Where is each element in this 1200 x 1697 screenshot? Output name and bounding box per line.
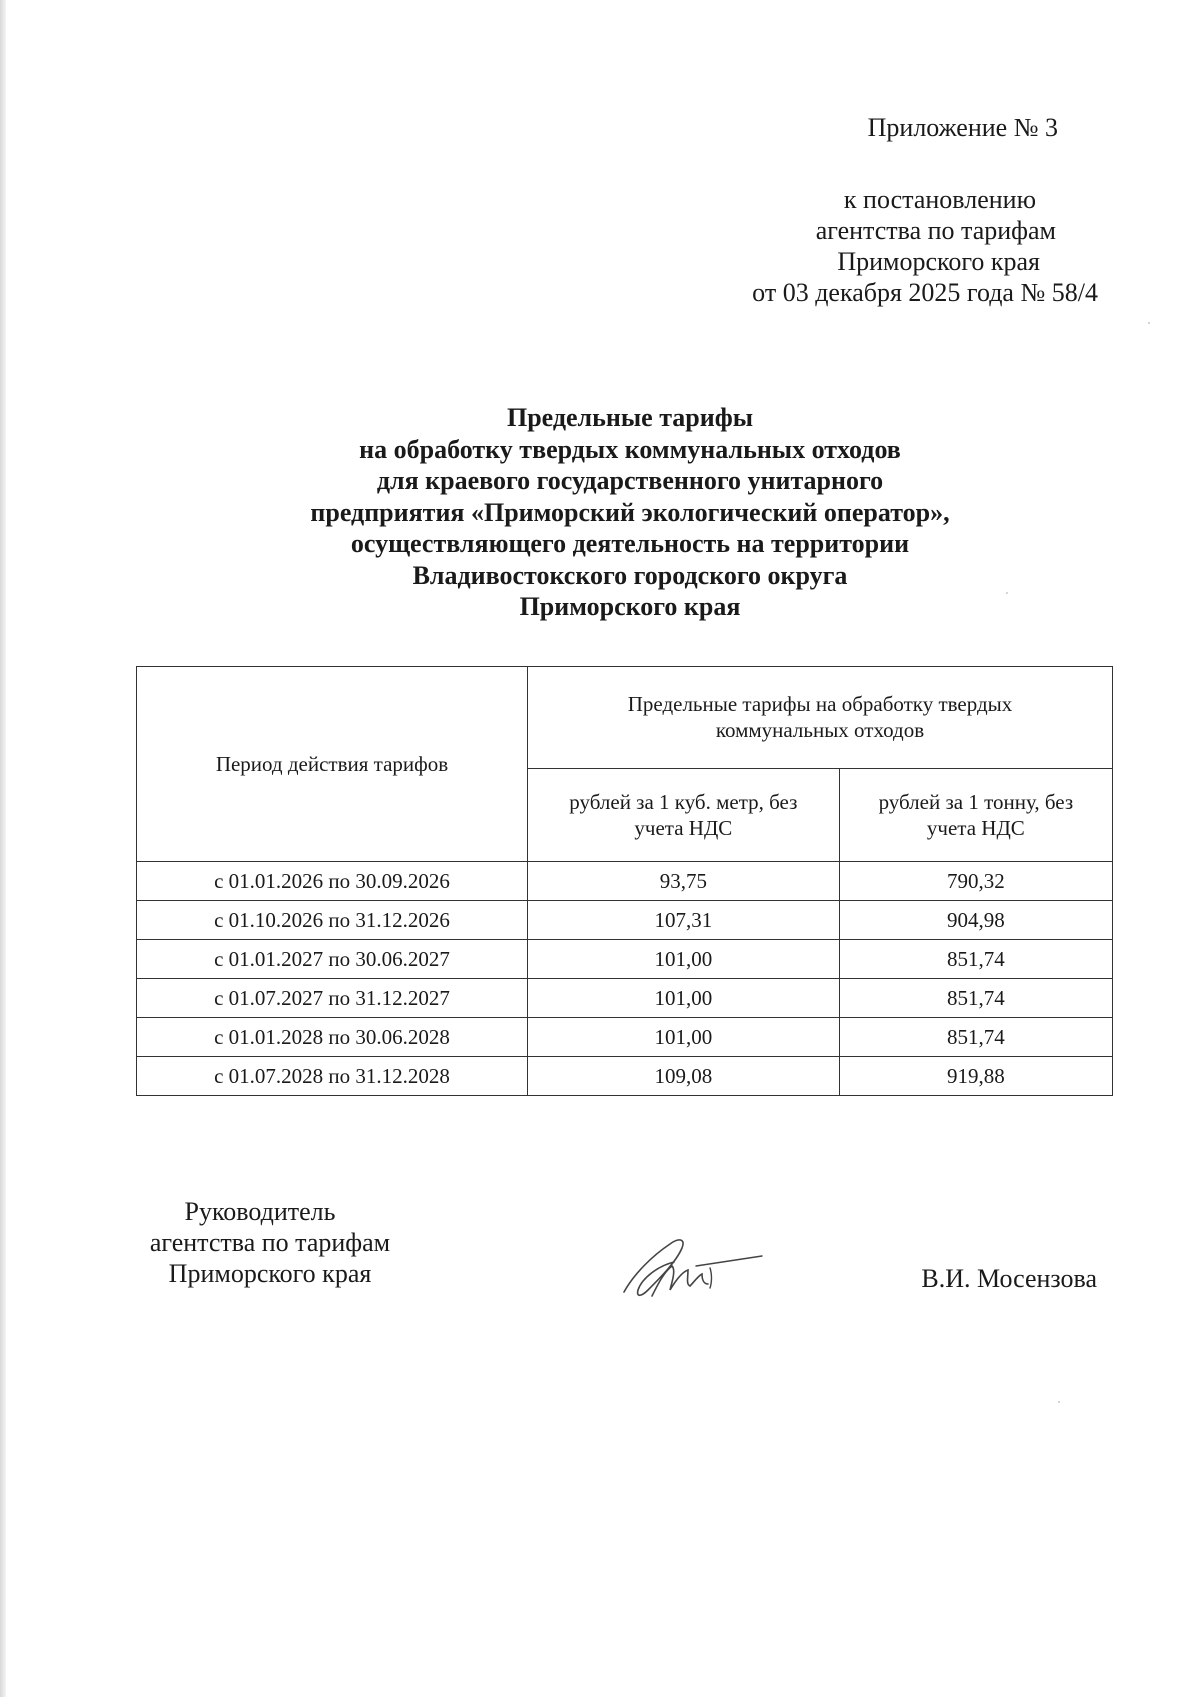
table-row <box>137 1018 1113 1057</box>
period-cell: с 01.01.2028 по 30.06.2028 <box>137 1018 528 1057</box>
scan-edge <box>0 0 6 1697</box>
appendix-header <box>678 112 1098 308</box>
title-line: Предельные тарифы <box>506 403 754 432</box>
handwritten-signature <box>612 1226 772 1306</box>
appendix-line: от 03 декабря 2025 года № 58/4 <box>752 278 1098 307</box>
period-cell: с 01.01.2027 по 30.06.2027 <box>137 940 528 979</box>
per-m3-cell: 101,00 <box>528 940 840 979</box>
title-line: предприятия «Приморский экологический оператор», <box>310 497 950 527</box>
per-m3-cell: 101,00 <box>528 1018 840 1057</box>
period-cell: с 01.10.2026 по 31.12.2026 <box>137 901 528 940</box>
table-row <box>137 940 1113 979</box>
tariff-table <box>136 666 1113 1096</box>
title-line: на обработку твердых коммунальных отходов <box>359 434 901 464</box>
signatory-line: Приморского края <box>168 1259 372 1288</box>
per-m3-cell: 101,00 <box>528 979 840 1018</box>
signatory-position <box>130 1196 410 1289</box>
header-per-cubic-meter <box>528 768 840 861</box>
per-m3-cell: 93,75 <box>528 862 840 901</box>
table-row <box>137 862 1113 901</box>
table-row <box>137 979 1113 1018</box>
signatory-name: В.И. Мосензова <box>921 1264 1097 1293</box>
table-row <box>137 901 1113 940</box>
appendix-number: Приложение № 3 <box>867 113 1058 142</box>
title-line: осуществляющего деятельность на территории <box>350 529 910 558</box>
header-per-cubic-meter-text: рублей за 1 куб. метр, без учета НДС <box>569 789 798 840</box>
per-ton-cell: 919,88 <box>839 1057 1112 1096</box>
per-m3-cell: 109,08 <box>528 1057 840 1096</box>
per-ton-cell: 851,74 <box>839 1018 1112 1057</box>
header-tariff-group-text: Предельные тарифы на обработку твердых коммунальных отходов <box>627 692 1013 743</box>
scan-speck <box>1006 592 1008 594</box>
document-title <box>160 402 1100 623</box>
title-line: Приморского края <box>519 592 741 621</box>
per-m3-cell: 107,31 <box>528 901 840 940</box>
appendix-line: агентства по тарифам <box>815 216 1056 245</box>
appendix-line: Приморского края <box>837 247 1040 276</box>
per-ton-cell: 851,74 <box>839 940 1112 979</box>
header-per-ton <box>839 768 1112 861</box>
per-ton-cell: 904,98 <box>839 901 1112 940</box>
signatory-line: агентства по тарифам <box>149 1228 391 1257</box>
scan-speck <box>1058 1401 1060 1403</box>
appendix-reference <box>678 184 1098 308</box>
header-per-ton-text: рублей за 1 тонну, без учета НДС <box>878 789 1074 840</box>
title-line: Владивостокского городского округа <box>412 560 848 590</box>
per-ton-cell: 790,32 <box>839 862 1112 901</box>
appendix-line: к постановлению <box>843 185 1036 214</box>
signatory-line: Руководитель <box>184 1197 336 1226</box>
period-cell: с 01.07.2028 по 31.12.2028 <box>137 1057 528 1096</box>
header-tariff-group <box>528 667 1113 769</box>
scan-speck <box>1148 322 1150 324</box>
period-cell: с 01.01.2026 по 30.09.2026 <box>137 862 528 901</box>
header-period: Период действия тарифов <box>137 667 528 862</box>
period-cell: с 01.07.2027 по 31.12.2027 <box>137 979 528 1018</box>
per-ton-cell: 851,74 <box>839 979 1112 1018</box>
table-row <box>137 1057 1113 1096</box>
title-line: для краевого государственного унитарного <box>376 466 884 495</box>
